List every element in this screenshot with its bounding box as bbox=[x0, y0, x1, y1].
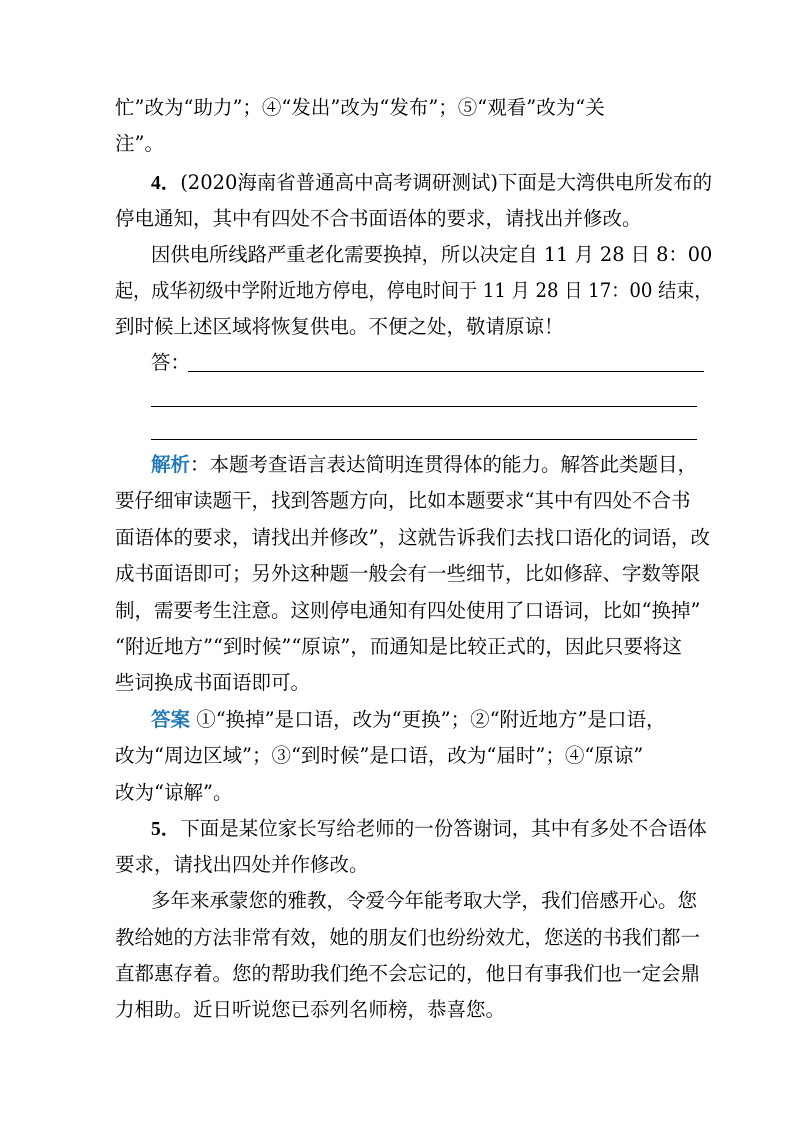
question-5-passage-line-2: 教给她的方法非常有效，她的朋友们也纷纷效尤，您送的书我们都一 bbox=[115, 926, 701, 949]
analysis-line-2: 要仔细审读题干，找到答题方向，比如本题要求“其中有四处不合书 bbox=[115, 489, 691, 512]
answer-blank-line-2[interactable] bbox=[151, 406, 697, 407]
question-5-number: 5． bbox=[151, 819, 181, 840]
analysis-text: ：本题考查语言表达简明连贯得体的能力。解答此类题目， bbox=[190, 453, 698, 476]
analysis-line-7: 些词换成书面语即可。 bbox=[115, 671, 311, 694]
analysis-line-5: 制，需要考生注意。这则停电通知有四处使用了口语词，比如“换掉” bbox=[115, 599, 701, 622]
answer-blank-line-3[interactable] bbox=[151, 439, 697, 440]
question-5-prompt-text: 下面是某位家长写给老师的一份答谢词，其中有多处不合语体 bbox=[180, 817, 707, 840]
question-4-passage-line-1: 因供电所线路严重老化需要换掉，所以决定自 11 月 28 日 8：00 bbox=[151, 243, 713, 266]
answer-blank-line-1[interactable] bbox=[188, 371, 704, 372]
answer-line-2: 改为“周边区域”；③“到时候”是口语，改为“届时”；④“原谅” bbox=[115, 744, 644, 767]
question-5-passage-line-4: 力相助。近日听说您已忝列名师榜，恭喜您。 bbox=[115, 998, 506, 1021]
question-5-prompt-line-1 bbox=[151, 811, 707, 848]
question-4-prompt-line-1 bbox=[151, 165, 712, 202]
answer-label: 答案 bbox=[151, 708, 191, 731]
answer-line-3: 改为“谅解”。 bbox=[115, 781, 233, 804]
answer-prompt-label: 答： bbox=[151, 351, 191, 374]
answer-text: ①“换掉”是口语，改为“更换”；②“附近地方”是口语， bbox=[190, 708, 666, 731]
analysis-line-4: 成书面语即可；另外这种题一般会有一些细节，比如修辞、字数等限 bbox=[115, 562, 701, 585]
question-4-prompt-text: (2020海南省普通高中高考调研测试)下面是大湾供电所发布的 bbox=[180, 171, 713, 194]
question-5-passage-line-3: 直都惠存着。您的帮助我们绝不会忘记的，他日有事我们也一定会鼎 bbox=[115, 962, 701, 985]
question-4-passage-line-2: 起，成华初级中学附近地方停电，停电时间于 11 月 28 日 17：00 结束， bbox=[115, 279, 713, 302]
intro-line-1: 忙”改为“助力”；④“发出”改为“发布”；⑤“观看”改为“关 bbox=[115, 96, 605, 119]
analysis-label: 解析 bbox=[151, 453, 191, 476]
analysis-line-1 bbox=[151, 447, 697, 483]
question-4-number: 4． bbox=[151, 173, 181, 194]
analysis-line-6: “附近地方”“到时候”“原谅”，而通知是比较正式的，因此只要将这 bbox=[115, 635, 682, 658]
answer-line-1 bbox=[151, 702, 666, 738]
question-5-passage-line-1: 多年来承蒙您的雅教，令爱今年能考取大学，我们倍感开心。您 bbox=[151, 889, 698, 912]
intro-line-2: 注”。 bbox=[115, 132, 164, 155]
analysis-line-3: 面语体的要求，请找出并修改”，这就告诉我们去找口语化的词语，改 bbox=[115, 526, 710, 549]
question-4-prompt-line-2: 停电通知，其中有四处不合书面语体的要求，请找出并修改。 bbox=[115, 207, 642, 230]
question-4-passage-line-3: 到时候上述区域将恢复供电。不便之处，敬请原谅！ bbox=[115, 315, 564, 338]
question-5-prompt-line-2: 要求，请找出四处并作修改。 bbox=[115, 853, 369, 876]
